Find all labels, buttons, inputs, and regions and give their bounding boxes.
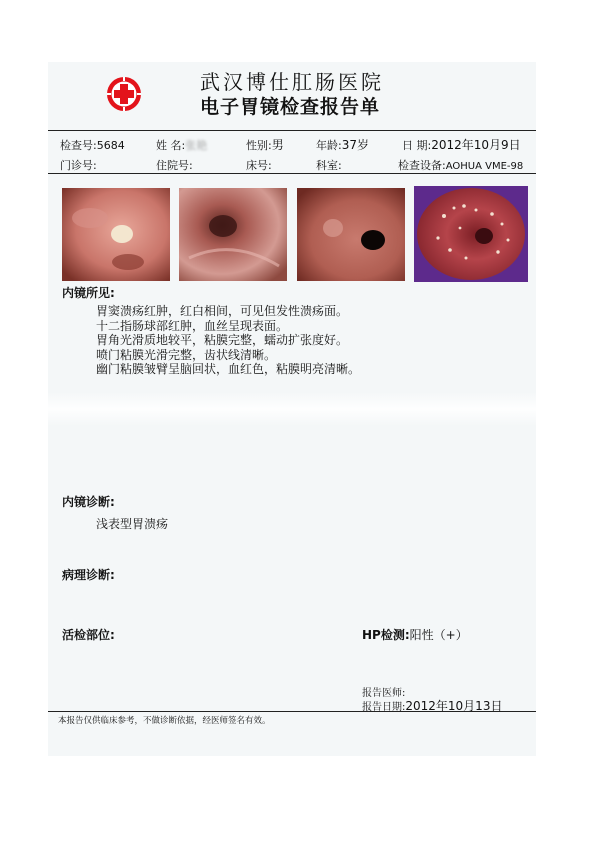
report-title: 电子胃镜检查报告单 <box>200 96 381 118</box>
date-field: 日 期:2012年10月9日 <box>402 138 521 152</box>
report-date-value: 2012年10月13日 <box>405 699 503 713</box>
findings-line: 胃窦溃疡红肿，红白相间，可见但发性溃疡面。 <box>96 304 349 318</box>
sex-field: 性别:男 <box>246 138 284 152</box>
hp-test-value: 阳性（+） <box>409 628 468 642</box>
diagnosis-text: 浅表型胃溃疡 <box>96 517 169 531</box>
age-field: 年龄:37岁 <box>316 138 369 152</box>
clinic-no-field: 门诊号: <box>60 159 97 172</box>
findings-heading: 内镜所见: <box>62 286 115 300</box>
hospital-name: 武汉博仕肛肠医院 <box>200 70 384 94</box>
exam-no-value: 5684 <box>96 139 125 152</box>
device-field: 检查设备:AOHUA VME-98 <box>398 159 524 172</box>
report-date-field: 报告日期:2012年10月13日 <box>362 699 503 713</box>
patient-name-value: 张艳 <box>185 139 208 152</box>
hp-test-field: HP检测:阳性（+） <box>362 628 468 642</box>
endoscopy-image-3 <box>297 188 405 281</box>
scan-fade <box>48 392 536 426</box>
header-divider <box>48 130 536 131</box>
department-field: 科室: <box>316 159 342 172</box>
disclaimer: 本报告仅供临床参考，不做诊断依据，经医师签名有效。 <box>58 716 271 726</box>
findings-line: 十二指肠球部红肿，血丝呈现表面。 <box>96 318 289 333</box>
endoscopy-image-2 <box>179 188 287 281</box>
findings-line: 胃角光滑质地较平，粘膜完整，蠕动扩张度好。 <box>96 333 349 347</box>
endoscopy-image-1 <box>62 188 170 281</box>
bed-no-field: 床号: <box>246 159 272 172</box>
exam-no-field: 检查号:5684 <box>60 139 125 152</box>
info-divider <box>48 173 536 174</box>
findings-line: 幽门粘膜皱臂呈脑回状，血红色，粘膜明亮清晰。 <box>96 362 361 376</box>
sex-value: 男 <box>271 138 284 152</box>
age-value: 37岁 <box>341 138 369 152</box>
pathology-heading: 病理诊断: <box>62 568 115 582</box>
inpatient-no-field: 住院号: <box>156 159 193 172</box>
findings-line: 喷门粘膜光滑完整，齿状线清晰。 <box>96 347 277 362</box>
hospital-cross-logo-icon <box>106 76 142 112</box>
footer-divider <box>48 711 536 712</box>
name-field: 姓 名:张艳 <box>156 139 208 152</box>
diagnosis-heading: 内镜诊断: <box>62 495 115 509</box>
doctor-field: 报告医师: <box>362 688 406 699</box>
device-value: AOHUA VME-98 <box>445 161 524 172</box>
biopsy-heading: 活检部位: <box>62 628 115 642</box>
date-value: 2012年10月9日 <box>431 138 521 152</box>
endoscopy-image-4 <box>414 186 528 282</box>
